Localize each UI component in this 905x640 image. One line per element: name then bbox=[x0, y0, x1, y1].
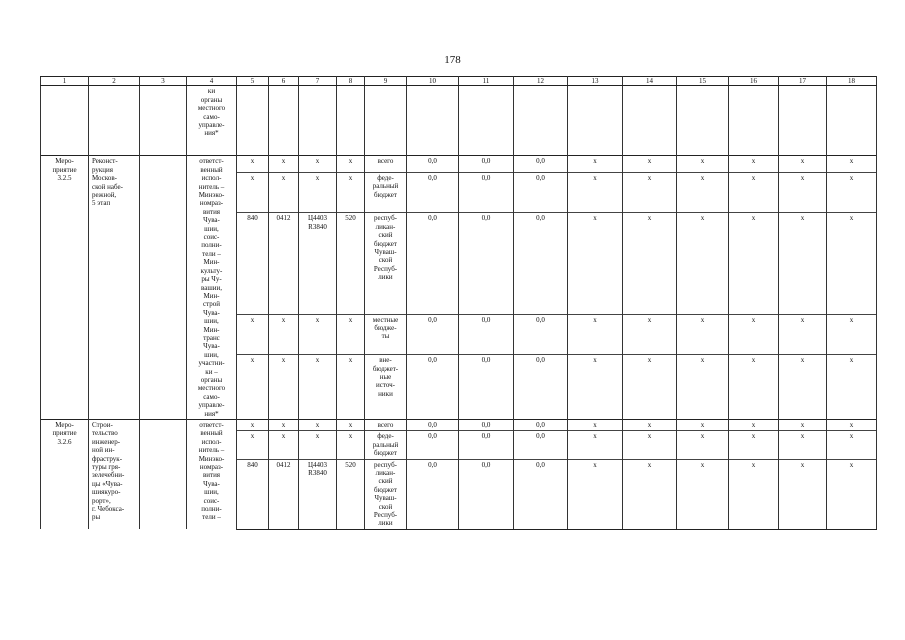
value-cell: x bbox=[623, 459, 677, 529]
value-cell: 0,0 bbox=[407, 172, 459, 213]
cell-empty bbox=[365, 86, 407, 156]
value-cell: x bbox=[237, 355, 269, 420]
value-cell: x bbox=[623, 156, 677, 172]
funding-source: феде- ральный бюджет bbox=[365, 431, 407, 459]
value-cell: x bbox=[623, 431, 677, 459]
cell-empty bbox=[337, 86, 365, 156]
value-cell: 0,0 bbox=[459, 355, 514, 420]
value-cell: x bbox=[779, 355, 827, 420]
value-cell: x bbox=[299, 420, 337, 431]
value-cell: x bbox=[827, 172, 877, 213]
value-cell: x bbox=[677, 431, 729, 459]
header-cell: 16 bbox=[729, 77, 779, 86]
measure-name: Реконст- рукция Москов- ской набе- режной, 5 этап bbox=[89, 156, 140, 420]
cell-empty bbox=[41, 86, 89, 156]
value-cell: 0412 bbox=[269, 459, 299, 529]
value-cell: x bbox=[623, 420, 677, 431]
header-cell: 3 bbox=[140, 77, 187, 86]
funding-source: местные бюдже- ты bbox=[365, 314, 407, 355]
value-cell: x bbox=[677, 355, 729, 420]
value-cell: x bbox=[779, 314, 827, 355]
value-cell: x bbox=[299, 156, 337, 172]
value-cell: 0,0 bbox=[407, 156, 459, 172]
cell-empty bbox=[269, 86, 299, 156]
value-cell: x bbox=[299, 355, 337, 420]
value-cell: 0,0 bbox=[459, 420, 514, 431]
value-cell: x bbox=[779, 156, 827, 172]
value-cell: x bbox=[827, 459, 877, 529]
value-cell: 0,0 bbox=[514, 431, 568, 459]
value-cell: x bbox=[623, 355, 677, 420]
header-cell: 6 bbox=[269, 77, 299, 86]
value-cell: x bbox=[299, 314, 337, 355]
value-cell: 0,0 bbox=[514, 213, 568, 314]
header-cell: 14 bbox=[623, 77, 677, 86]
measure-number: Меро- приятие 3.2.6 bbox=[41, 420, 89, 530]
value-cell: x bbox=[729, 431, 779, 459]
value-cell: 0,0 bbox=[514, 420, 568, 431]
cell-empty bbox=[623, 86, 677, 156]
value-cell: 0,0 bbox=[459, 213, 514, 314]
value-cell: x bbox=[237, 172, 269, 213]
value-cell: x bbox=[827, 420, 877, 431]
value-cell: 0,0 bbox=[459, 459, 514, 529]
header-cell: 9 bbox=[365, 77, 407, 86]
value-cell: x bbox=[779, 213, 827, 314]
header-cell: 15 bbox=[677, 77, 729, 86]
cell-empty bbox=[237, 86, 269, 156]
value-cell: x bbox=[237, 420, 269, 431]
value-cell: 0,0 bbox=[514, 156, 568, 172]
value-cell: x bbox=[623, 314, 677, 355]
cell-empty bbox=[89, 86, 140, 156]
value-cell: x bbox=[729, 213, 779, 314]
header-row bbox=[41, 77, 877, 86]
cell-empty bbox=[140, 156, 187, 420]
cell-empty bbox=[299, 86, 337, 156]
funding-source: феде- ральный бюджет bbox=[365, 172, 407, 213]
value-cell: x bbox=[337, 355, 365, 420]
header-cell: 10 bbox=[407, 77, 459, 86]
value-cell: x bbox=[568, 172, 623, 213]
table-row bbox=[41, 420, 877, 431]
value-cell: 0,0 bbox=[407, 420, 459, 431]
cell-empty bbox=[514, 86, 568, 156]
header-cell: 12 bbox=[514, 77, 568, 86]
value-cell: x bbox=[299, 172, 337, 213]
funding-source: всего bbox=[365, 420, 407, 431]
value-cell: x bbox=[729, 156, 779, 172]
executor-continued: ки органы местного само- управле- ния* bbox=[187, 86, 237, 156]
value-cell: x bbox=[299, 431, 337, 459]
value-cell: x bbox=[827, 314, 877, 355]
value-cell: x bbox=[269, 431, 299, 459]
value-cell: x bbox=[237, 314, 269, 355]
value-cell: 0,0 bbox=[407, 431, 459, 459]
measure-executor: ответст- венный испол- нитель – Минэко- номраз- вития Чува- шии, соис- полни- тели – Мин- культу- ры Чу- вашии, Мин- строй Чува- шии, Мин- транс Чува- шии, участни- ки – органы местного само- управле- ния* bbox=[187, 156, 237, 420]
funding-source: респуб- ликан- ский бюджет Чуваш- ской Респуб- лики bbox=[365, 459, 407, 529]
page-number: 178 bbox=[444, 54, 461, 66]
header-cell: 4 bbox=[187, 77, 237, 86]
value-cell: x bbox=[779, 431, 827, 459]
header-cell: 8 bbox=[337, 77, 365, 86]
value-cell: Ц4403 R3840 bbox=[299, 213, 337, 314]
value-cell: x bbox=[337, 431, 365, 459]
value-cell: x bbox=[677, 420, 729, 431]
value-cell: x bbox=[779, 459, 827, 529]
value-cell: x bbox=[779, 172, 827, 213]
cell-empty bbox=[407, 86, 459, 156]
cell-empty bbox=[779, 86, 827, 156]
value-cell: 0,0 bbox=[514, 355, 568, 420]
value-cell: x bbox=[729, 172, 779, 213]
value-cell: x bbox=[568, 355, 623, 420]
value-cell: x bbox=[337, 314, 365, 355]
measure-executor: ответст- венный испол- нитель – Минэко- номраз- вития Чува- шии, соис- полни- тели – bbox=[187, 420, 237, 530]
value-cell: x bbox=[729, 355, 779, 420]
value-cell: x bbox=[623, 213, 677, 314]
value-cell: 0,0 bbox=[459, 172, 514, 213]
measure-name: Строи- тельство инженер- ной ин- фраструк- туры гря- зелечебни- цы «Чува- шиякуро- рорт», г. Чебокса- ры bbox=[89, 420, 140, 530]
header-cell: 18 bbox=[827, 77, 877, 86]
value-cell: Ц4403 R3840 bbox=[299, 459, 337, 529]
value-cell: 0,0 bbox=[407, 213, 459, 314]
value-cell: x bbox=[677, 156, 729, 172]
value-cell: x bbox=[568, 420, 623, 431]
cell-empty bbox=[677, 86, 729, 156]
value-cell: 520 bbox=[337, 213, 365, 314]
value-cell: x bbox=[237, 156, 269, 172]
value-cell: x bbox=[568, 459, 623, 529]
header-cell: 11 bbox=[459, 77, 514, 86]
header-cell: 13 bbox=[568, 77, 623, 86]
value-cell: x bbox=[237, 431, 269, 459]
value-cell: x bbox=[677, 459, 729, 529]
measure-number: Меро- приятие 3.2.5 bbox=[41, 156, 89, 420]
value-cell: 840 bbox=[237, 459, 269, 529]
header-cell: 7 bbox=[299, 77, 337, 86]
value-cell: x bbox=[827, 355, 877, 420]
value-cell: 0,0 bbox=[459, 431, 514, 459]
cell-empty bbox=[729, 86, 779, 156]
value-cell: 0,0 bbox=[407, 459, 459, 529]
value-cell: x bbox=[677, 213, 729, 314]
cell-empty bbox=[459, 86, 514, 156]
value-cell: 0,0 bbox=[514, 172, 568, 213]
value-cell: x bbox=[337, 156, 365, 172]
cell-empty bbox=[140, 86, 187, 156]
value-cell: x bbox=[269, 355, 299, 420]
value-cell: 520 bbox=[337, 459, 365, 529]
value-cell: x bbox=[779, 420, 827, 431]
table-row bbox=[41, 156, 877, 172]
budget-table bbox=[40, 76, 877, 530]
value-cell: x bbox=[677, 172, 729, 213]
value-cell: 0,0 bbox=[514, 459, 568, 529]
value-cell: 0,0 bbox=[407, 314, 459, 355]
header-cell: 1 bbox=[41, 77, 89, 86]
cell-empty bbox=[827, 86, 877, 156]
value-cell: x bbox=[623, 172, 677, 213]
continued-row bbox=[41, 86, 877, 156]
value-cell: 0,0 bbox=[459, 314, 514, 355]
value-cell: x bbox=[269, 172, 299, 213]
header-cell: 5 bbox=[237, 77, 269, 86]
header-cell: 2 bbox=[89, 77, 140, 86]
value-cell: x bbox=[337, 172, 365, 213]
value-cell: x bbox=[677, 314, 729, 355]
value-cell: x bbox=[568, 431, 623, 459]
value-cell: x bbox=[337, 420, 365, 431]
value-cell: x bbox=[827, 431, 877, 459]
value-cell: x bbox=[269, 314, 299, 355]
value-cell: 0412 bbox=[269, 213, 299, 314]
cell-empty bbox=[140, 420, 187, 530]
value-cell: x bbox=[827, 156, 877, 172]
value-cell: 840 bbox=[237, 213, 269, 314]
value-cell: x bbox=[827, 213, 877, 314]
value-cell: x bbox=[568, 314, 623, 355]
funding-source: вне- бюджет- ные источ- ники bbox=[365, 355, 407, 420]
value-cell: x bbox=[269, 156, 299, 172]
cell-empty bbox=[568, 86, 623, 156]
value-cell: x bbox=[729, 459, 779, 529]
value-cell: x bbox=[269, 420, 299, 431]
value-cell: 0,0 bbox=[514, 314, 568, 355]
value-cell: 0,0 bbox=[407, 355, 459, 420]
value-cell: x bbox=[568, 156, 623, 172]
header-cell: 17 bbox=[779, 77, 827, 86]
value-cell: x bbox=[729, 420, 779, 431]
funding-source: респуб- ликан- ский бюджет Чуваш- ской Респуб- лики bbox=[365, 213, 407, 314]
value-cell: x bbox=[729, 314, 779, 355]
funding-source: всего bbox=[365, 156, 407, 172]
value-cell: 0,0 bbox=[459, 156, 514, 172]
value-cell: x bbox=[568, 213, 623, 314]
